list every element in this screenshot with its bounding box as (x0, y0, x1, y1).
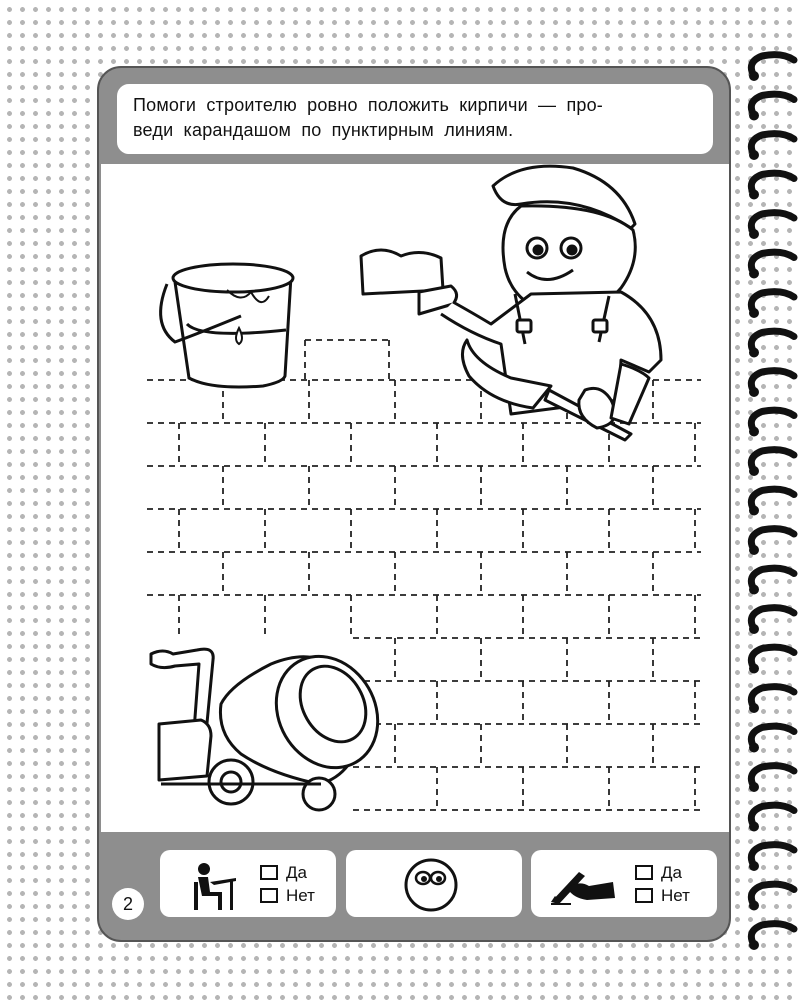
spiral-hole (749, 269, 759, 279)
tracing-work-area (101, 164, 729, 832)
instruction-line-2: веди карандашом по пунктирным линиям. (133, 120, 514, 140)
spiral-hole (749, 545, 759, 555)
spiral-hole (749, 782, 759, 792)
spiral-binding (740, 44, 800, 964)
paint-bucket (161, 264, 293, 387)
spiral-hole (749, 71, 759, 81)
spiral-hole (749, 743, 759, 753)
checkbox-yes[interactable] (260, 865, 278, 880)
spiral-hole (749, 585, 759, 595)
spiral-hole (749, 703, 759, 713)
hand-writing-icon (549, 864, 617, 906)
spiral-hole (749, 466, 759, 476)
spiral-hole (749, 229, 759, 239)
spiral-hole (749, 664, 759, 674)
spiral-hole (749, 901, 759, 911)
spiral-hole (749, 150, 759, 160)
checkbox-no[interactable] (635, 888, 653, 903)
spiral-hole (749, 308, 759, 318)
spiral-hole (749, 111, 759, 121)
spiral-hole (749, 427, 759, 437)
instruction-box (117, 84, 713, 154)
label-no: Нет (661, 886, 690, 905)
page-number: 2 (112, 888, 144, 920)
builder-boy (361, 166, 661, 440)
spiral-hole (749, 348, 759, 358)
label-yes: Да (661, 863, 682, 882)
spiral-hole (749, 387, 759, 397)
spiral-hole (749, 506, 759, 516)
spiral-hole (749, 861, 759, 871)
label-yes: Да (286, 863, 307, 882)
smiley-face-icon[interactable] (402, 856, 460, 914)
checkbox-no[interactable] (260, 888, 278, 903)
checkbox-yes[interactable] (635, 865, 653, 880)
spiral-hole (749, 190, 759, 200)
spiral-hole (749, 940, 759, 950)
self-check-sitting (160, 850, 336, 917)
self-check-mood (346, 850, 522, 917)
instruction-line-1: Помоги строителю ровно положить кирпичи — про- (133, 95, 604, 115)
spiral-hole (749, 624, 759, 634)
child-at-desk-icon (188, 860, 240, 912)
label-no: Нет (286, 886, 315, 905)
self-check-writing (531, 850, 717, 917)
cement-mixer (151, 638, 398, 810)
spiral-hole (749, 822, 759, 832)
